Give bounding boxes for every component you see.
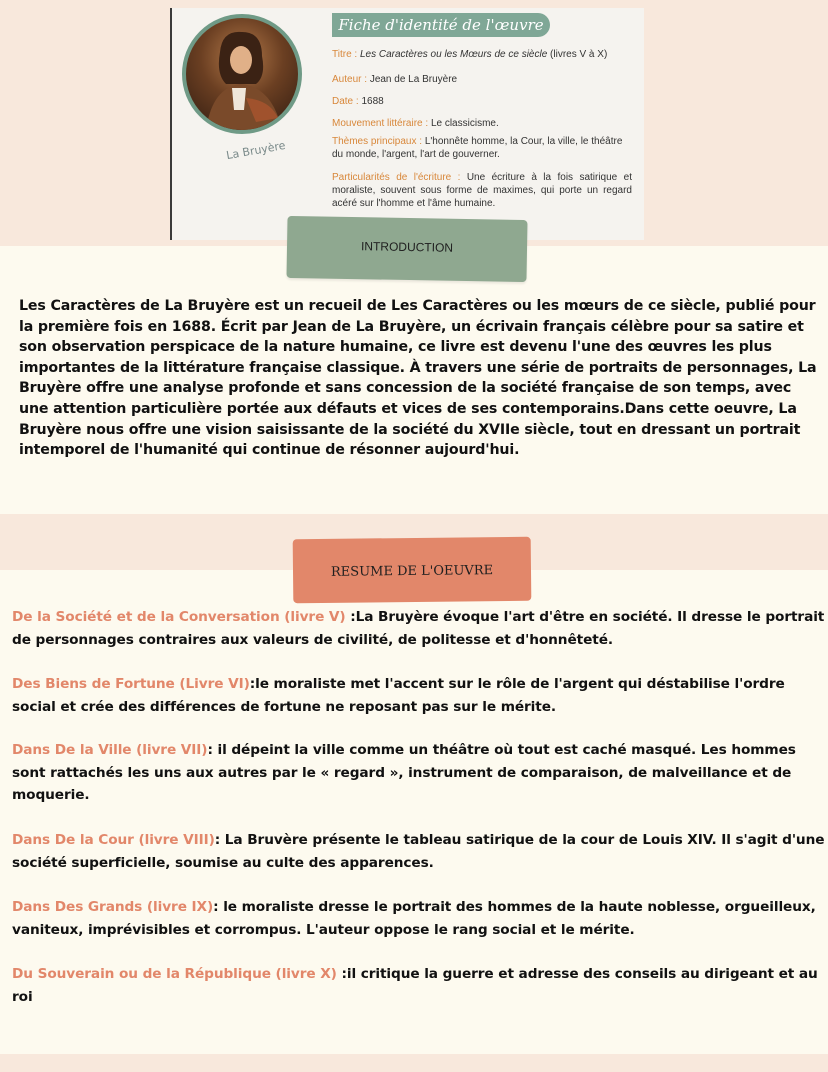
author-portrait — [182, 14, 302, 134]
resume-paragraph-livre-x — [12, 963, 826, 1008]
date-key: Date : — [332, 96, 362, 107]
resume-heading: De la Société et de la Conversation (livre V) — [12, 609, 351, 625]
themes-key: Thèmes principaux : — [332, 136, 425, 147]
identity-card — [170, 8, 644, 240]
introduction-badge: INTRODUCTION — [286, 216, 527, 282]
mouvement-key: Mouvement littéraire : — [332, 118, 431, 129]
portrait-label: La Bruyère — [225, 138, 287, 163]
resume-badge: RESUME DE L'OEUVRE — [293, 537, 532, 603]
resume-heading: Dans De la Cour (livre VIII) — [12, 832, 215, 848]
resume-heading: Des Biens de Fortune (Livre VI) — [12, 676, 250, 692]
field-auteur — [332, 73, 632, 86]
resume-paragraph-livre-v — [12, 606, 826, 651]
auteur-key: Auteur : — [332, 74, 370, 85]
resume-paragraph-livre-vi — [12, 673, 826, 718]
particularites-key: Particularités de l'écriture : — [332, 172, 467, 183]
particularites-value: Une écriture à la fois satirique et moraliste, souvent sous forme de maximes, qui porte un regard acéré sur l'homme et l'âme humaine. — [332, 172, 632, 209]
resume-body: : le moraliste dresse le portrait des hommes de la haute noblesse, orgueilleux, vaniteux, imprévisibles et corrompus. L'auteur oppose le rang social et le mérite. — [12, 899, 816, 938]
titre-key: Titre : — [332, 49, 360, 60]
field-date — [332, 95, 632, 108]
resume-body: : La Bruvère présente le tableau satirique de la cour de Louis XIV. Il s'agit d'une société superficielle, soumise au culte des apparences. — [12, 832, 825, 871]
themes-value: L'honnête homme, la Cour, la ville, le théâtre du monde, l'argent, l'art de gouverner. — [332, 136, 623, 160]
field-particularites — [332, 171, 632, 210]
card-title: Fiche d'identité de l'œuvre — [332, 13, 550, 37]
resume-paragraph-livre-ix — [12, 896, 826, 941]
resume-body: :il critique la guerre et adresse des conseils au dirigeant et au roi — [12, 966, 818, 1005]
auteur-value: Jean de La Bruyère — [369, 74, 458, 85]
resume-heading: Dans De la Ville (livre VII) — [12, 742, 208, 758]
resume-heading: Dans Des Grands (livre IX) — [12, 899, 214, 915]
resume-paragraph-livre-vii — [12, 739, 826, 807]
field-themes — [332, 135, 632, 161]
titre-suffix: (livres V à X) — [547, 49, 608, 60]
resume-body: : il dépeint la ville comme un théâtre où tout est caché masqué. Les hommes sont rattachés les uns aux autres par le « regard », instrument de comparaison, de malveillance et de moquerie. — [12, 742, 796, 803]
resume-body: :le moraliste met l'accent sur le rôle de l'argent qui déstabilise l'ordre social et crée des différences de fortune ne reposant pas sur le mérite. — [12, 676, 785, 715]
titre-value: Les Caractères ou les Mœurs de ce siècle — [359, 49, 548, 60]
field-titre — [332, 48, 632, 61]
date-value: 1688 — [361, 96, 384, 107]
portrait-figure — [186, 18, 298, 130]
introduction-text: Les Caractères de La Bruyère est un recueil de Les Caractères ou les mœurs de ce siècle, publié pour la première fois en 1688. Écrit par Jean de La Bruyère, un écrivain français célèbre pour sa satire et son observation perspicace de la nature humaine, ce livre est devenu l'une des œuvres les plus importantes de la littérature française classique. À travers une série de portraits de personnages, La Bruyère offre une analyse profonde et sans concession de la société française de son temps, avec une attention particulière portée aux défauts et vices de ses contemporains.Dans cette oeuvre, La Bruyère nous offre une vision saisissante de la société du XVIIe siècle, tout en dressant un portrait intemporel de l'humanité qui continue de résonner aujourd'hui. — [19, 298, 817, 459]
resume-paragraph-livre-viii — [12, 829, 826, 874]
field-mouvement — [332, 117, 632, 130]
resume-body: :La Bruyère évoque l'art d'être en société. Il dresse le portrait de personnages contraires aux valeurs de civilité, de politesse et d'honnêteté. — [12, 609, 825, 648]
resume-heading: Du Souverain ou de la République (livre X) — [12, 966, 342, 982]
mouvement-value: Le classicisme. — [430, 118, 499, 129]
